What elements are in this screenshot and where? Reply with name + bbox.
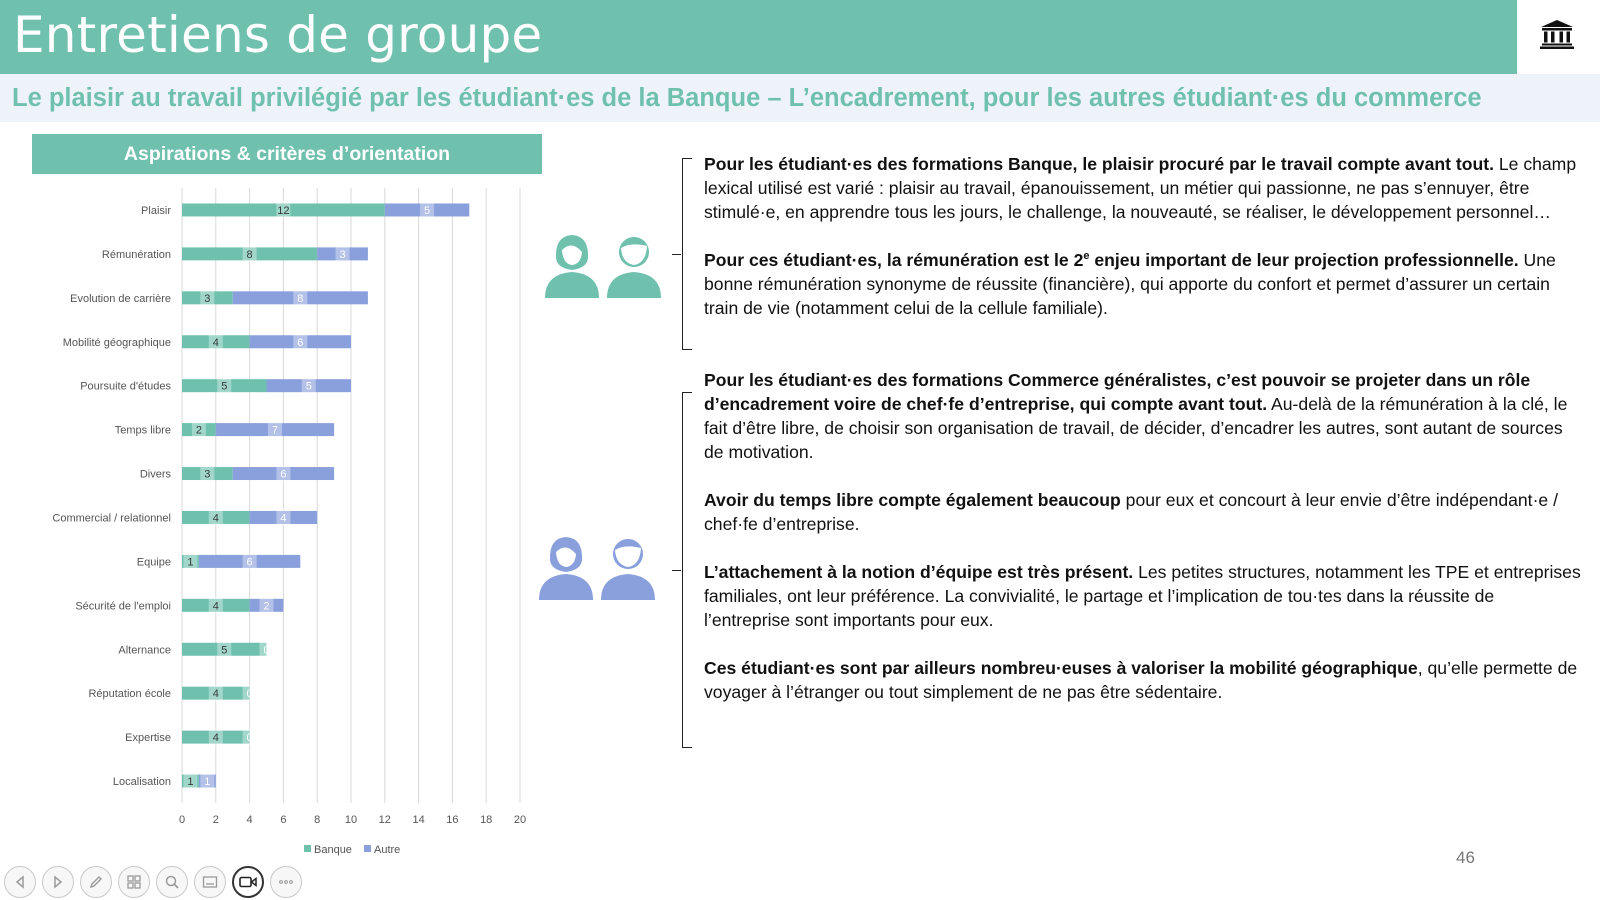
- category-label: Commercial / relationnel: [52, 512, 171, 525]
- two-persons-icon: [543, 232, 663, 300]
- see-all-slides-button[interactable]: [118, 866, 150, 898]
- category-label: Poursuite d'études: [80, 380, 171, 393]
- banque-paragraph-1-bold: Pour les étudiant·es des formations Banque, le plaisir procuré par le travail compte avant tout.: [704, 154, 1494, 174]
- category-label: Alternance: [118, 644, 171, 657]
- x-tick-label: 10: [344, 814, 358, 826]
- data-label: 5: [221, 380, 228, 393]
- data-label: 8: [246, 248, 253, 261]
- two-persons-icon: [537, 534, 657, 602]
- commerce-paragraph-1: [704, 368, 1584, 464]
- commerce-paragraph-2: [704, 488, 1584, 536]
- data-label: 6: [246, 556, 253, 569]
- data-label: 4: [212, 512, 219, 525]
- data-label: 1: [204, 776, 211, 789]
- slide-subtitle: Le plaisir au travail privilégié par les étudiant·es de la Banque – L’encadrement, pour les autres étudiant·es du commerce: [12, 84, 1482, 112]
- category-label: Réputation école: [88, 688, 171, 701]
- data-label: 1: [187, 776, 194, 789]
- camera-icon: [239, 875, 257, 889]
- arrow-left-icon: [13, 875, 27, 889]
- zoom-button[interactable]: [156, 866, 188, 898]
- category-label: Equipe: [136, 556, 171, 569]
- category-label: Plaisir: [141, 204, 171, 217]
- commerce-paragraph-3-text: Les petites structures, notamment les TPE et entreprises familiales, ont leur préférence. La convivialité, le partage et l’implication de tou·tes dans la réussite de l’entreprise sont importants pour eux.: [704, 562, 1581, 630]
- x-tick-label: 8: [314, 814, 321, 826]
- x-tick-label: 14: [412, 814, 425, 826]
- commerce-bracket-tick: [672, 570, 681, 571]
- category-label: Temps libre: [114, 424, 171, 437]
- subtitles-icon: [202, 874, 218, 890]
- commerce-paragraph-1-text: Au-delà de la rémunération à la clé, le fait d’être libre, de choisir son organisation de travail, de décider, d’encadrer les autres, sont autant de sources de motivation.: [704, 394, 1568, 462]
- category-label: Mobilité géographique: [62, 336, 171, 349]
- commerce-paragraph-3: [704, 560, 1584, 632]
- banque-paragraph-2: [704, 248, 1584, 320]
- x-tick-label: 16: [446, 814, 459, 826]
- category-label: Expertise: [125, 732, 171, 745]
- commerce-paragraph-4: [704, 656, 1584, 704]
- data-label: 4: [212, 732, 219, 745]
- commerce-bracket: [682, 392, 692, 748]
- banque-paragraph-2-text: Une bonne rémunération synonyme de réussite (financière), qui apporte du confort et permet d’assurer un certain train de vie (notamment celui de la cellule familiale).: [704, 250, 1556, 318]
- x-tick-label: 6: [280, 814, 287, 826]
- data-label: 6: [297, 336, 304, 349]
- x-tick-label: 12: [378, 814, 391, 826]
- institution-building-icon: [1540, 19, 1574, 49]
- data-label: 8: [297, 292, 304, 305]
- banque-bracket: [682, 158, 692, 350]
- data-label: 0: [263, 644, 270, 657]
- legend-swatch: [364, 845, 371, 852]
- camera-button[interactable]: [232, 866, 264, 898]
- arrow-right-icon: [51, 875, 65, 889]
- commerce-paragraph-2-bold: Avoir du temps libre compte également beaucoup: [704, 490, 1121, 510]
- previous-slide-button[interactable]: [4, 866, 36, 898]
- presentation-toolbar: [4, 866, 302, 898]
- commerce-paragraph-4-text: , qu’elle permette de voyager à l’étranger ou tout simplement de ne pas être sédentaire.: [704, 658, 1578, 702]
- banque-text-block: [704, 152, 1584, 344]
- data-label: 7: [271, 424, 279, 437]
- next-slide-button[interactable]: [42, 866, 74, 898]
- data-label: 1: [187, 556, 194, 569]
- category-label: Localisation: [112, 776, 171, 789]
- commerce-text-block: [704, 368, 1584, 728]
- data-label: 5: [305, 380, 312, 393]
- banque-paragraph-2-bold-a: Pour ces étudiant·es, la rémunération est le 2: [704, 250, 1084, 270]
- title-band: [0, 0, 1517, 74]
- banque-paragraph-1-text: Le champ lexical utilisé est varié : plaisir au travail, épanouissement, un métier qui passionne, ne pas s’ennuyer, être stimulé·e, en apprendre tous les jours, le challenge, la nouveauté, se réaliser, le développement personnel…: [704, 154, 1577, 222]
- slide-title: Entretiens de groupe: [13, 6, 543, 64]
- legend-label: Banque: [314, 844, 352, 856]
- data-label: 0: [246, 688, 253, 701]
- x-tick-label: 20: [513, 814, 527, 826]
- x-tick-label: 4: [246, 814, 253, 826]
- legend-label: Autre: [374, 844, 401, 856]
- pen-tool-button[interactable]: [80, 866, 112, 898]
- data-label: 5: [221, 644, 228, 657]
- category-label: Evolution de carrière: [70, 292, 171, 305]
- data-label: 12: [277, 204, 290, 217]
- data-label: 3: [204, 468, 211, 481]
- magnifier-icon: [164, 874, 180, 890]
- data-label: 5: [423, 204, 431, 217]
- commerce-paragraph-2-text: pour eux et concourt à leur envie d’être indépendant·e / chef·fe d’entreprise.: [704, 490, 1558, 534]
- legend-swatch: [304, 845, 311, 852]
- category-label: Divers: [139, 468, 171, 481]
- data-label: 3: [204, 292, 211, 305]
- stacked-bar-chart: [0, 180, 560, 870]
- data-label: 3: [339, 248, 346, 261]
- page-number: 46: [1456, 848, 1475, 867]
- banque-paragraph-2-bold-b: enjeu important de leur projection professionnelle.: [1089, 250, 1519, 270]
- x-tick-label: 0: [178, 814, 186, 826]
- x-tick-label: 18: [480, 814, 493, 826]
- banque-bracket-tick: [672, 254, 681, 255]
- data-label: 4: [280, 512, 287, 525]
- subtitle-band: [0, 74, 1600, 122]
- chart-header: Aspirations & critères d’orientation: [32, 134, 542, 174]
- slides-grid-icon: [126, 874, 142, 890]
- data-label: 2: [195, 424, 202, 437]
- x-tick-label: 2: [212, 814, 219, 826]
- subtitles-button[interactable]: [194, 866, 226, 898]
- commerce-paragraph-3-bold: L’attachement à la notion d’équipe est très présent.: [704, 562, 1134, 582]
- data-label: 2: [263, 600, 270, 613]
- banque-paragraph-1: [704, 152, 1584, 224]
- commerce-paragraph-1-bold: Pour les étudiant·es des formations Commerce généralistes, c’est pouvoir se projeter dans un rôle d’encadrement voire de chef·fe d’entreprise, qui compte avant tout.: [704, 370, 1531, 414]
- pen-icon: [88, 874, 104, 890]
- logo: [1517, 0, 1600, 74]
- category-label: Sécurité de l'emploi: [75, 600, 171, 613]
- more-options-button[interactable]: [270, 866, 302, 898]
- data-label: 4: [212, 336, 219, 349]
- data-label: 0: [246, 732, 253, 745]
- commerce-paragraph-4-bold: Ces étudiant·es sont par ailleurs nombreu·euses à valoriser la mobilité géographique: [704, 658, 1418, 678]
- more-dots-icon: [278, 879, 294, 885]
- data-label: 4: [212, 688, 219, 701]
- category-label: Rémunération: [101, 248, 171, 261]
- banque-paragraph-2-sup: e: [1083, 250, 1090, 263]
- data-label: 6: [280, 468, 287, 481]
- data-label: 4: [212, 600, 219, 613]
